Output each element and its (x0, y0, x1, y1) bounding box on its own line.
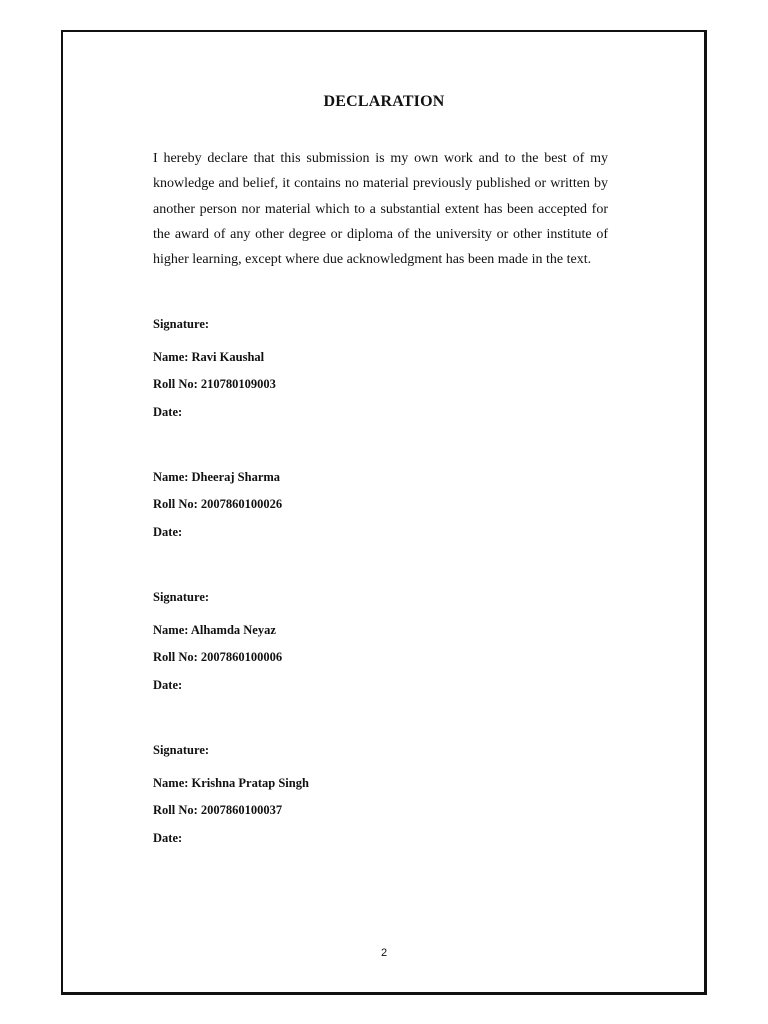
signatory-name: Name: Krishna Pratap Singh (153, 776, 309, 790)
document-title: DECLARATION (323, 93, 445, 110)
signatory-name: Name: Alhamda Neyaz (153, 623, 276, 637)
signatory-date: Date: (153, 405, 183, 419)
signature-label: Signature: (153, 743, 210, 757)
signatory-date: Date: (153, 525, 183, 539)
signatory-name: Name: Dheeraj Sharma (153, 470, 281, 484)
signature-label: Signature: (153, 317, 210, 331)
signatory-roll-number: Roll No: 2007860100037 (153, 803, 283, 817)
signatory-roll-number: Roll No: 2007860100026 (153, 497, 283, 511)
signatory-date: Date: (153, 678, 183, 692)
signatory-name: Name: Ravi Kaushal (153, 350, 265, 364)
signatory-date: Date: (153, 831, 183, 845)
signatory-roll-number: Roll No: 210780109003 (153, 377, 276, 391)
declaration-paragraph: I hereby declare that this submission is my own work and to the best of my knowledge and belief, it contains no material previously published or written by another person nor material which to a substantial extent has been accepted for the award of any other degree or diploma of the university or other institute of higher learning, except where due acknowledgment has been made in the text. (153, 151, 608, 268)
page-number: 2 (380, 947, 388, 959)
signature-label: Signature: (153, 590, 210, 604)
signatory-roll-number: Roll No: 2007860100006 (153, 650, 283, 664)
